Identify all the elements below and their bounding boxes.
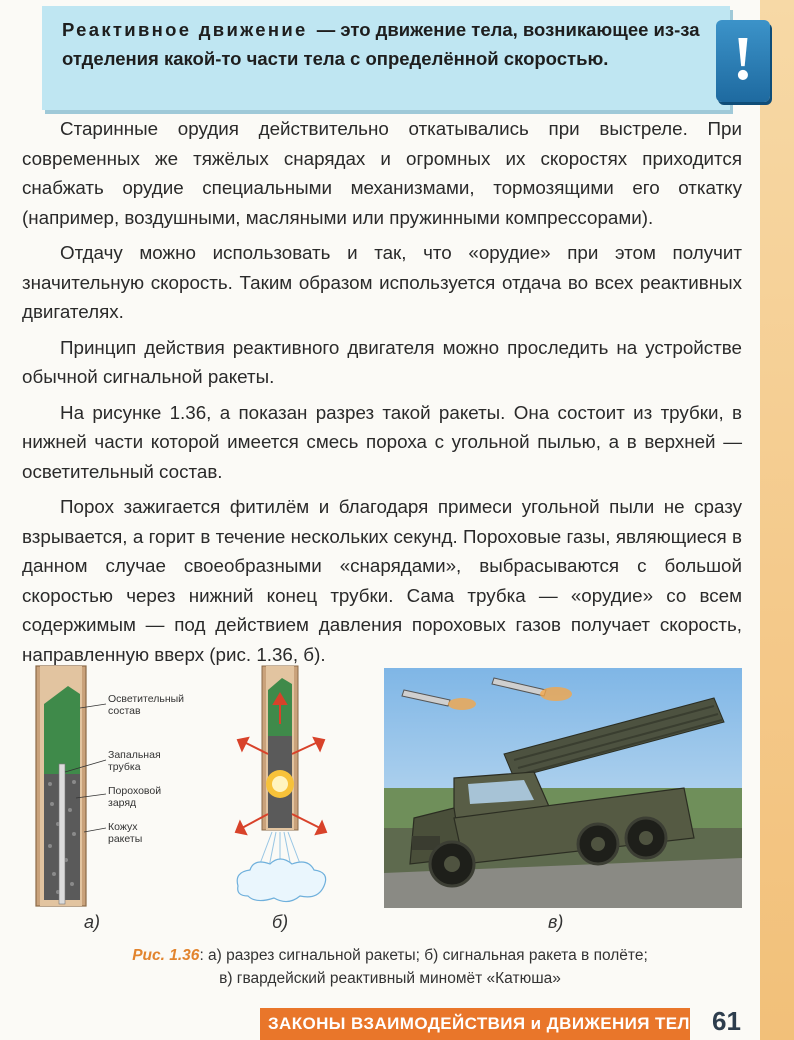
definition-body: — это движение тела, возникающее из-за отделения какой-то части тела с определённой скоростью. [62,19,700,69]
paragraph: Старинные орудия действительно откатывались при выстреле. При современных же тяжёлых снарядах и огромных их скоростях приходится снабжать орудие специальными механизмами, тормозящими его откатку (например, воздушными, масляными или пружинными компрессорами). [22,118,742,228]
definition-box [42,6,730,110]
label-charge-2: заряд [108,797,137,809]
definition-term: Реактивное движение [62,19,308,40]
paragraph: Принцип действия реактивного двигателя можно проследить на устройстве обычной сигнальной ракеты. [22,336,742,387]
figure-letter-b: б) [272,912,289,932]
caption-line-1: : а) разрез сигнальной ракеты; б) сигнальная ракета в полёте; [199,947,648,964]
caption-line-2: в) гвардейский реактивный миномёт «Катюша» [219,970,561,987]
fuse-tube [59,764,65,904]
figure-letter-c: в) [548,912,564,932]
exclamation-mark: ! [732,25,754,93]
footer-title: ЗАКОНЫ ВЗАИМОДЕЙСТВИЯ и ДВИЖЕНИЯ ТЕЛ [268,1014,690,1033]
paragraph: На рисунке 1.36, а показан разрез такой ракеты. Она состоит из трубки, в нижней части которой имеется смесь пороха с угольной пылью, а в верхней — осветительный состав. [22,401,742,482]
label-casing-2: ракеты [108,833,143,845]
page-edge-strip [760,0,794,1040]
label-fuse-1: Запальная [108,749,161,761]
definition-text [62,15,702,73]
label-charge-1: Пороховой [108,785,162,797]
label-fuse-2: трубка [108,761,141,773]
rocket-in-flight-diagram [228,664,348,914]
katyusha-photo [384,668,742,908]
figure-letter-a: а) [84,912,101,932]
page-number: 61 [712,1006,741,1036]
label-light-2: состав [108,705,141,717]
exclamation-icon [716,20,770,102]
paragraph: Порох зажигается фитилём и благодаря примеси угольной пыли не сразу взрывается, а горит в течение нескольких секунд. Пороховые газы, являющиеся в данном случае своеобразными «снарядами», выбрасываются с большой скоростью через нижний конец трубки. Сама трубка — «орудие» со всем содержимым — под действием давления пороховых газов получает скорость, направленную вверх (рис. 1.36, б). [22,496,742,665]
main-text [22,114,742,675]
caption-label: Рис. 1.36 [132,947,200,964]
rocket-cross-section-diagram [28,664,208,914]
figure-caption [40,944,740,990]
exhaust-cloud [237,859,325,902]
label-light-1: Осветительный [108,693,185,705]
paragraph: Отдачу можно использовать и так, что «орудие» при этом получит значительную скорость. Таким образом используется отдача во всех реактивных двигателях. [22,242,742,322]
label-casing-1: Кожух [108,821,138,833]
